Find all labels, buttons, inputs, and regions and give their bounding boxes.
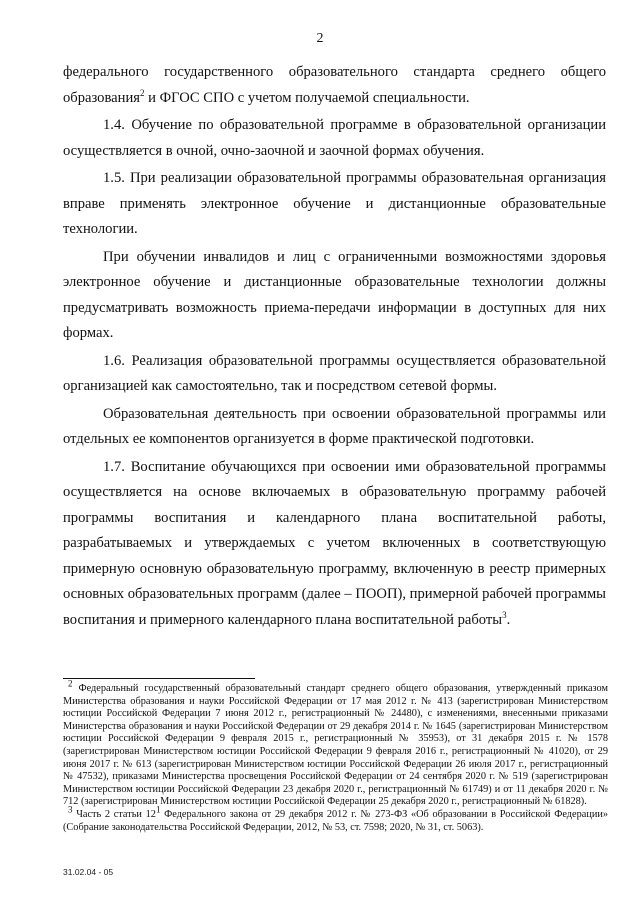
footnotes — [63, 678, 608, 834]
footnote-text: Федеральный государственный образовательный стандарт среднего общего образования, утвержденный приказом Министерства образования и науки Российской Федерации от 17 мая 2012 г. № 413 (зарегистрирован Министерством юстиции Российской Федерации 7 июня 2012 г., регистрационный № 24480), с изменениями, внесенными приказами Министерства образования и науки Российской Федерации от 29 декабря 2014 г. № 1645 (зарегистрирован Министерством юстиции Российской Федерации 9 февраля 2015 г., регистрационный № 35953), от 31 декабря 2015 г. № 1578 (зарегистрирован Министерством юстиции Российской Федерации 9 февраля 2016 г., регистрационный № 41020), от 29 июня 2017 г. № 613 (зарегистрирован Министерством юстиции Российской Федерации 26 июля 2017 г., регистрационный № 47532), приказами Министерства просвещения Российской Федерации от 24 сентября 2020 г. № 519 (зарегистрирован Министерством юстиции Российской Федерации 23 декабря 2020 г., регистрационный № 61749) и от 11 декабря 2020 г. № 712 (зарегистрирован Министерством юстиции Российской Федерации 25 декабря 2020 г., регистрационный № 61828). — [63, 683, 608, 808]
paragraph-disabled-persons: При обучении инвалидов и лиц с ограниченными возможностями здоровья электронное обучение и дистанционные образовательные технологии должны предусматривать возможность приема-передачи информации в доступных для них формах. — [63, 248, 606, 341]
footnote-text: Часть 2 статьи 12 — [72, 808, 156, 820]
paragraph-1-6: 1.6. Реализация образовательной программы осуществляется образовательной организацией как самостоятельно, так и посредством сетевой формы. — [63, 352, 606, 394]
footnote-ref-2: 2 — [139, 87, 145, 98]
paragraph-text-tail: . — [506, 611, 511, 628]
paragraph-text-tail: и ФГОС СПО с учетом получаемой специальности. — [144, 89, 470, 106]
footnote-mark-2: 2 — [68, 678, 73, 689]
page-number: 2 — [316, 31, 324, 46]
body-text — [63, 60, 606, 633]
footnote-separator — [63, 678, 255, 679]
paragraph-text: 1.7. Воспитание обучающихся при освоении ими образовательной программы осуществляется на основе включаемых в образовательную программу рабочей программы воспитания и календарного плана воспитательной работы, разрабатываемых и утверждаемых с учетом включенных в соответствующую примерную основную образовательную программу, включенную в реестр примерных основных образовательных программ (далее – ПООП), примерной рабочей программы воспитания и примерного календарного плана воспитательной работы — [63, 458, 606, 628]
footnote-ref-3: 3 — [502, 609, 507, 620]
article-superscript: 1 — [155, 804, 161, 815]
footnote-3 — [63, 804, 608, 834]
footnote-2 — [63, 678, 608, 809]
footer-code: 31.02.04 - 05 — [63, 867, 114, 877]
footnote-text-tail: Федерального закона от 29 декабря 2012 г. № 273-ФЗ «Об образовании в Российской Федерации» (Собрание законодательства Российской Федерации, 2012, № 53, ст. 7598; 2020, № 31, ст. 5063). — [63, 808, 608, 833]
paragraph-1-5: 1.5. При реализации образовательной программы образовательная организация вправе применять электронное обучение и дистанционные образовательные технологии. — [63, 170, 606, 237]
paragraph-practical-training: Образовательная деятельность при освоении образовательной программы или отдельных ее компонентов организуется в форме практической подготовки. — [63, 405, 606, 447]
paragraph-1-4: 1.4. Обучение по образовательной программе в образовательной организации осуществляется в очной, очно-заочной и заочной формах обучения. — [63, 117, 606, 159]
footnote-mark-3: 3 — [68, 804, 73, 815]
paragraph-text: федерального государственного образовательного стандарта среднего общего образования — [63, 64, 606, 106]
paragraph-1-7 — [63, 455, 606, 634]
paragraph-fgos-continuation — [63, 60, 606, 111]
